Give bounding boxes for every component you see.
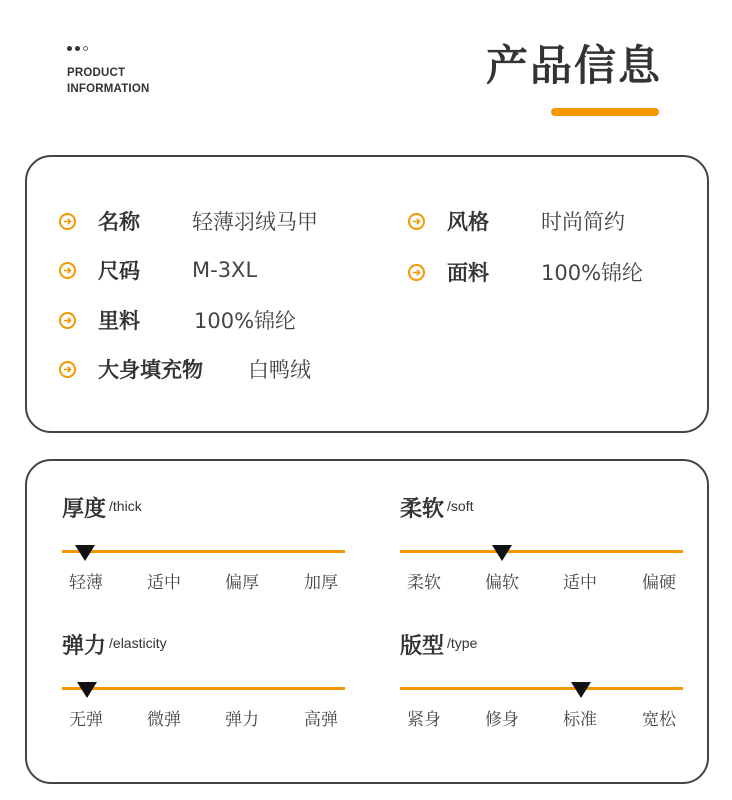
scale-option: 无弹	[69, 710, 103, 730]
scale-marker	[75, 545, 95, 561]
scale-option: 偏软	[485, 573, 519, 593]
info-row-lining	[59, 305, 296, 335]
attr-name-zh: 版型	[400, 634, 445, 659]
brand-line-2: INFORMATION	[67, 82, 150, 95]
scale-marker	[571, 682, 591, 698]
scale-option: 适中	[563, 573, 597, 593]
attr-name-zh: 弹力	[62, 634, 107, 659]
brand-line-1: PRODUCT	[67, 67, 126, 79]
scale-option: 偏硬	[642, 573, 676, 593]
attr-name-en: /thick	[109, 498, 142, 514]
scale-option: 宽松	[642, 710, 676, 730]
scale-line	[400, 687, 683, 690]
info-value: 时尚简约	[541, 210, 625, 234]
scale-option: 轻薄	[69, 573, 103, 593]
scale-option: 标准	[563, 710, 597, 730]
scale-option: 紧身	[407, 710, 441, 730]
info-value: 100%锦纶	[541, 261, 644, 285]
attr-name-zh: 厚度	[62, 497, 107, 522]
info-label: 面料	[447, 261, 489, 285]
scale-option: 柔软	[407, 573, 441, 593]
attr-title-elasticity	[62, 632, 167, 662]
scale-option: 适中	[147, 573, 181, 593]
scale-line	[62, 687, 345, 690]
scale-option: 弹力	[225, 710, 259, 730]
attr-name-en: /soft	[447, 498, 474, 514]
info-row-style	[408, 206, 625, 236]
scale-option: 偏厚	[225, 573, 259, 593]
info-row-fabric	[408, 257, 643, 287]
info-row-size	[59, 255, 257, 285]
attr-title-thick	[62, 495, 142, 525]
scale-marker	[77, 682, 97, 698]
info-value: 轻薄羽绒马甲	[192, 210, 318, 234]
info-label: 名称	[98, 210, 140, 234]
scale-marker	[492, 545, 512, 561]
title-underline	[551, 108, 659, 116]
arrow-circle-icon	[408, 213, 425, 230]
info-label: 风格	[447, 210, 489, 234]
attr-name-en: /elasticity	[109, 635, 167, 651]
attr-title-type	[400, 632, 477, 662]
attr-title-soft	[400, 495, 473, 525]
attr-name-zh: 柔软	[400, 497, 445, 522]
arrow-circle-icon	[59, 361, 76, 378]
scale-line	[400, 550, 683, 553]
scale-option: 修身	[485, 710, 519, 730]
info-value: M-3XL	[192, 258, 258, 282]
info-label: 里料	[98, 309, 140, 333]
scale-option: 高弹	[304, 710, 338, 730]
info-row-name	[59, 206, 318, 236]
scale-option: 加厚	[304, 573, 338, 593]
attr-name-en: /type	[447, 635, 478, 651]
arrow-circle-icon	[59, 312, 76, 329]
info-label: 大身填充物	[98, 358, 203, 382]
scale-option: 微弹	[147, 710, 181, 730]
scale-line	[62, 550, 345, 553]
arrow-circle-icon	[59, 262, 76, 279]
brand-english	[67, 66, 149, 97]
info-label: 尺码	[98, 259, 140, 283]
arrow-circle-icon	[408, 264, 425, 281]
product-info-card	[25, 155, 709, 433]
info-value: 白鸭绒	[248, 358, 311, 382]
arrow-circle-icon	[59, 213, 76, 230]
info-value: 100%锦纶	[194, 309, 297, 333]
dots-icon	[67, 46, 88, 51]
info-row-filling	[59, 354, 311, 384]
page-title: 产品信息	[485, 41, 662, 90]
